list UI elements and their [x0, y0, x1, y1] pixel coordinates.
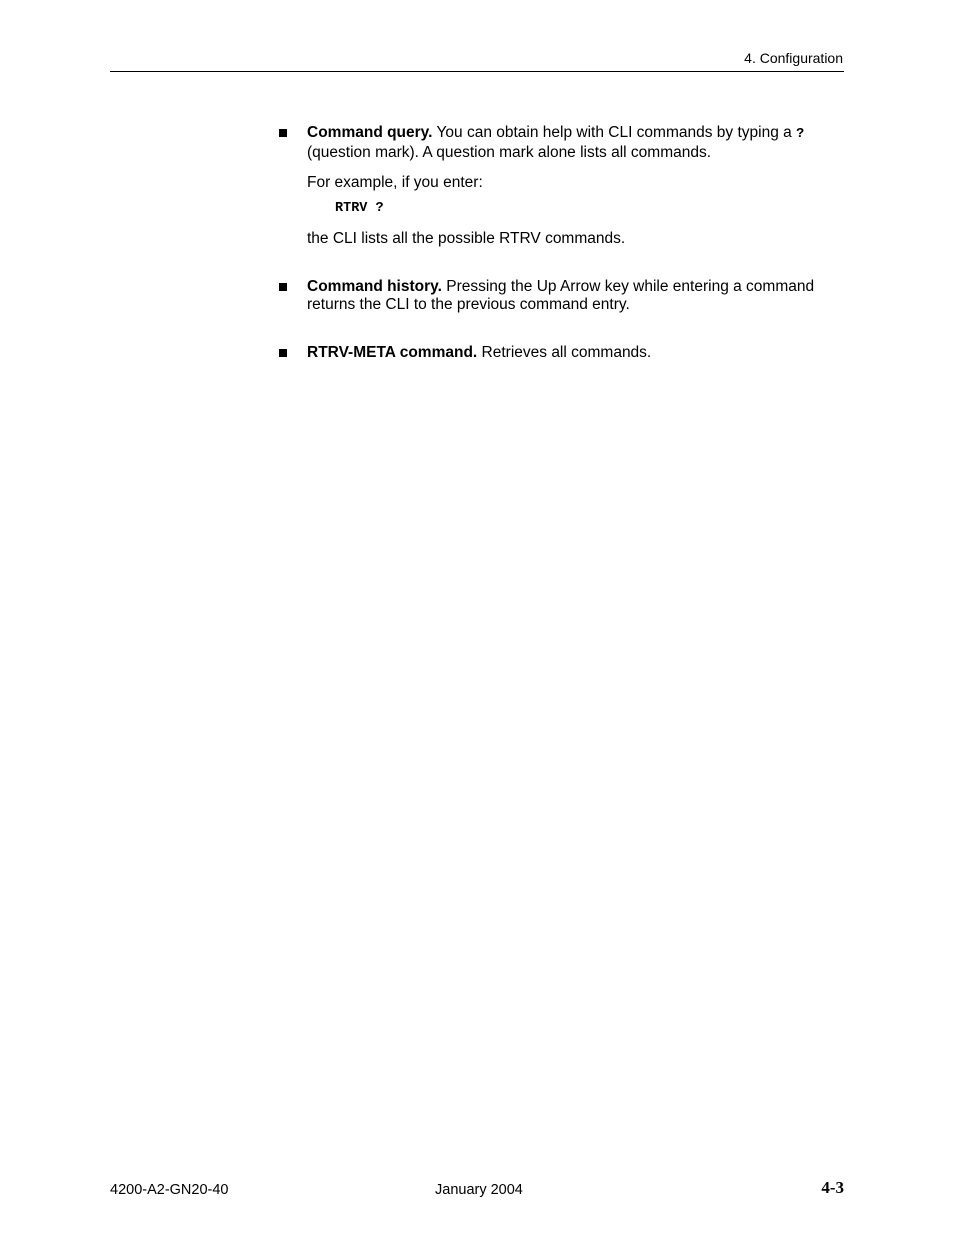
example-code: RTRV ?: [335, 201, 384, 216]
footer-doc-number: 4200-A2-GN20-40: [110, 1182, 229, 1198]
inline-code: ?: [796, 127, 805, 142]
square-bullet-icon: [279, 349, 287, 357]
square-bullet-icon: [279, 283, 287, 291]
list-item-rtrv-meta: [307, 344, 837, 362]
running-header: 4. Configuration: [744, 50, 843, 66]
square-bullet-icon: [279, 129, 287, 137]
bullet-paragraph: [307, 124, 837, 162]
bullet-paragraph: [307, 344, 837, 362]
footer-page-number: 4-3: [821, 1178, 844, 1197]
example-intro: For example, if you enter:: [307, 174, 483, 191]
list-item-command-history: [307, 278, 837, 314]
bullet-text-continued: (question mark). A question mark alone lists all commands.: [307, 144, 712, 161]
list-item-command-query: [307, 124, 837, 248]
bullet-text: Pressing the Up Arrow key while entering a command returns the CLI to the previous command entry.: [307, 278, 815, 313]
footer-date: January 2004: [435, 1182, 523, 1198]
bullet-title: Command query.: [307, 124, 433, 141]
bullet-text: Retrieves all commands.: [477, 344, 652, 361]
bullet-text: You can obtain help with CLI commands by typing a: [432, 124, 797, 141]
bullet-title: RTRV-META command.: [307, 344, 478, 361]
bullet-paragraph: [307, 278, 837, 314]
header-rule: [110, 71, 844, 72]
page-content: [307, 124, 837, 362]
example-result: the CLI lists all the possible RTRV commands.: [307, 230, 626, 247]
bullet-title: Command history.: [307, 278, 442, 295]
